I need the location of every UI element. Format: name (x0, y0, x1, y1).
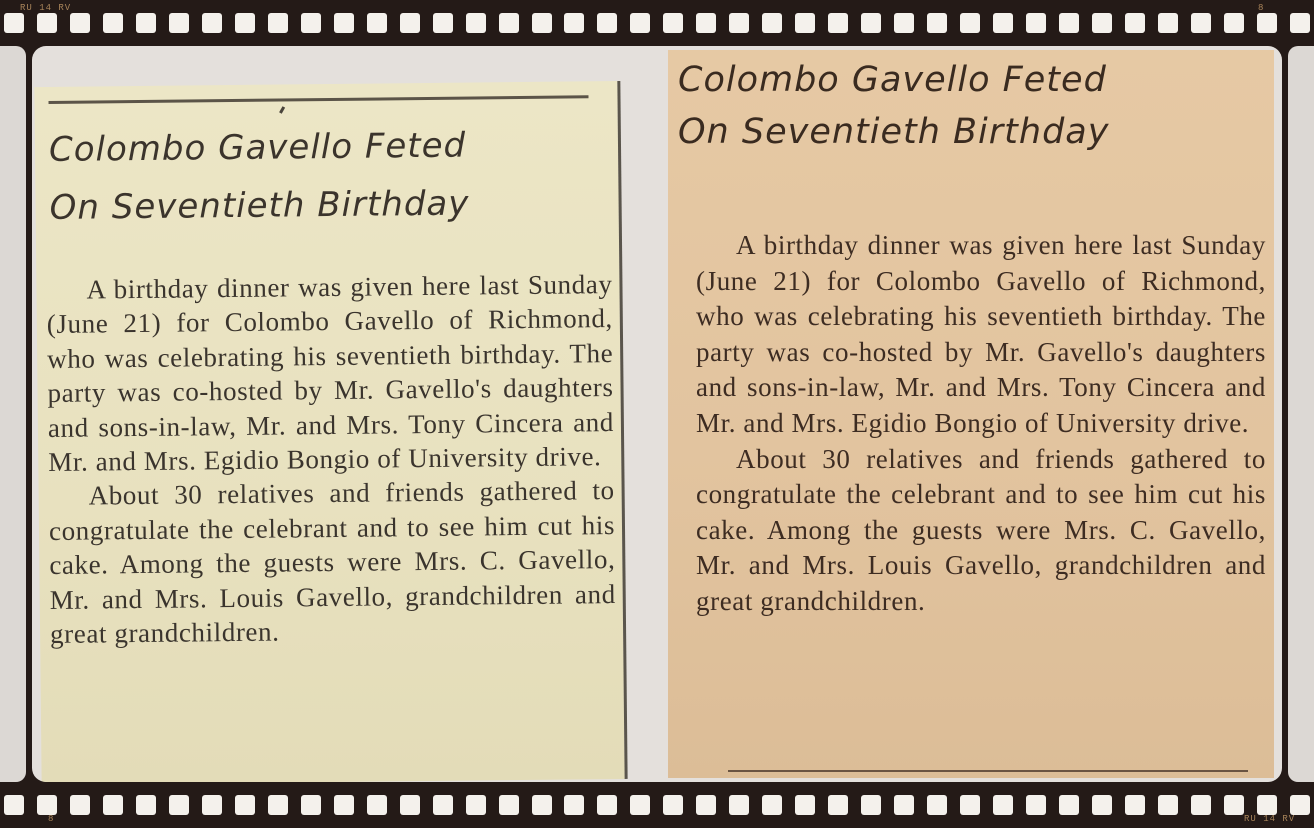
article-paragraph-1: A birthday dinner was given here last Sunday (June 21) for Colombo Gavello of Richmond, who was celebrating his seventieth birthday. The party was co-hosted by Mr. Gavello's daughters and sons-in-law, Mr. and Mrs. Tony Cincera and Mr. and Mrs. Egidio Bongio of University drive. (46, 269, 615, 477)
film-perforation (663, 13, 683, 33)
film-perforation (499, 795, 519, 815)
article-paragraph-1: A birthday dinner was given here last Sunday (June 21) for Colombo Gavello of Richmond, who was celebrating his seventieth birthday. The party was co-hosted by Mr. Gavello's daughters and sons-in-law, Mr. and Mrs. Tony Cincera and Mr. and Mrs. Egidio Bongio of University drive. (696, 230, 1266, 438)
film-perforation (466, 13, 486, 33)
film-perforation (1257, 13, 1277, 33)
film-perforation (630, 795, 650, 815)
newspaper-clipping-left (34, 81, 627, 782)
film-perforation (367, 13, 387, 33)
film-perforation (334, 13, 354, 33)
film-perforation (37, 13, 57, 33)
film-perforation (103, 13, 123, 33)
film-perforation (268, 795, 288, 815)
film-perforation (301, 795, 321, 815)
film-edge-code-top-left: RU 14 RV (20, 3, 72, 13)
article-paragraph-2: About 30 relatives and friends gathered to congratulate the celebrant and to see him cut his cake. Among the guests were Mrs. C. Gavello, Mr. and Mrs. Louis Gavello, grandchildren and great grandchildren. (696, 443, 1266, 616)
photo-frame (32, 46, 1282, 782)
film-perforation (993, 13, 1013, 33)
film-perforation (499, 13, 519, 33)
film-perforation (136, 13, 156, 33)
film-perforation (861, 13, 881, 33)
film-perforation (828, 795, 848, 815)
film-perforation (1092, 795, 1112, 815)
film-perforation (927, 795, 947, 815)
film-perforation (433, 795, 453, 815)
film-perforation (564, 795, 584, 815)
film-perforation (1290, 13, 1310, 33)
film-perforation (696, 795, 716, 815)
film-perforation (1092, 13, 1112, 33)
film-edge-code-bottom-left: 8 (48, 814, 55, 824)
film-perforation (202, 795, 222, 815)
article-paragraph-2: About 30 relatives and friends gathered to congratulate the celebrant and to see him cut his cake. Among the guests were Mrs. C. Gavello, Mr. and Mrs. Louis Gavello, grandchildren and great grandchildren. (48, 475, 616, 650)
film-perforation (1257, 795, 1277, 815)
film-perforation (1290, 795, 1310, 815)
film-perforation (894, 795, 914, 815)
film-perforation (927, 13, 947, 33)
film-perforation (169, 795, 189, 815)
film-perforation (202, 13, 222, 33)
clipping-headline (678, 54, 1109, 158)
film-perforation (1158, 13, 1178, 33)
film-perforation (235, 795, 255, 815)
film-perforation (268, 13, 288, 33)
film-perforation (4, 795, 24, 815)
film-perforation (70, 795, 90, 815)
adjacent-frame-right (1288, 46, 1314, 782)
film-perforation (828, 13, 848, 33)
headline-line-1: Colombo Gavello Feted (678, 60, 1107, 100)
film-perforation (960, 13, 980, 33)
film-perforation (1059, 795, 1079, 815)
clipping-headline (49, 117, 470, 237)
film-perforation (960, 795, 980, 815)
film-perforation (696, 13, 716, 33)
film-perforation (1224, 13, 1244, 33)
film-perforation (466, 795, 486, 815)
clipping-article-body (46, 267, 616, 651)
film-perforation (532, 795, 552, 815)
headline-line-2: On Seventieth Birthday (49, 183, 470, 228)
film-perforation (103, 795, 123, 815)
film-perforation (70, 13, 90, 33)
film-perforation (894, 13, 914, 33)
headline-line-1: Colombo Gavello Feted (48, 125, 467, 170)
film-perforation (762, 13, 782, 33)
film-perforation (762, 795, 782, 815)
film-perforation (597, 795, 617, 815)
film-edge-code-top-right: 8 (1258, 3, 1265, 13)
film-perforation (729, 795, 749, 815)
adjacent-frame-left (0, 46, 26, 782)
film-perforation (1125, 795, 1145, 815)
film-perforation (1191, 13, 1211, 33)
film-perforation (795, 13, 815, 33)
film-perforation (37, 795, 57, 815)
film-perforation (334, 795, 354, 815)
clipping-top-rule (49, 95, 589, 104)
newspaper-clipping-right (668, 50, 1274, 778)
film-perforation (433, 13, 453, 33)
film-perforation (630, 13, 650, 33)
film-perforations-top (0, 0, 1314, 46)
film-perforation (1125, 13, 1145, 33)
film-perforation (861, 795, 881, 815)
film-perforation (729, 13, 749, 33)
film-perforation (400, 795, 420, 815)
film-perforation (4, 13, 24, 33)
film-perforation (1026, 13, 1046, 33)
film-perforation (367, 795, 387, 815)
film-perforation (301, 13, 321, 33)
film-perforation (597, 13, 617, 33)
film-perforation (235, 13, 255, 33)
film-perforation (795, 795, 815, 815)
film-perforation (663, 795, 683, 815)
film-perforation (1026, 795, 1046, 815)
film-perforation (400, 13, 420, 33)
film-perforation (1158, 795, 1178, 815)
film-perforation (1059, 13, 1079, 33)
film-edge-code-bottom-right: RU 14 RV (1244, 814, 1296, 824)
headline-line-2: On Seventieth Birthday (678, 112, 1110, 152)
film-perforation (1191, 795, 1211, 815)
film-perforation (532, 13, 552, 33)
print-speck (279, 106, 285, 114)
clipping-article-body (696, 228, 1266, 620)
film-perforation (1224, 795, 1244, 815)
film-perforation (136, 795, 156, 815)
film-perforations-bottom (0, 782, 1314, 828)
film-perforation (993, 795, 1013, 815)
clipping-bottom-rule (728, 770, 1248, 772)
film-perforation (169, 13, 189, 33)
film-perforation (564, 13, 584, 33)
